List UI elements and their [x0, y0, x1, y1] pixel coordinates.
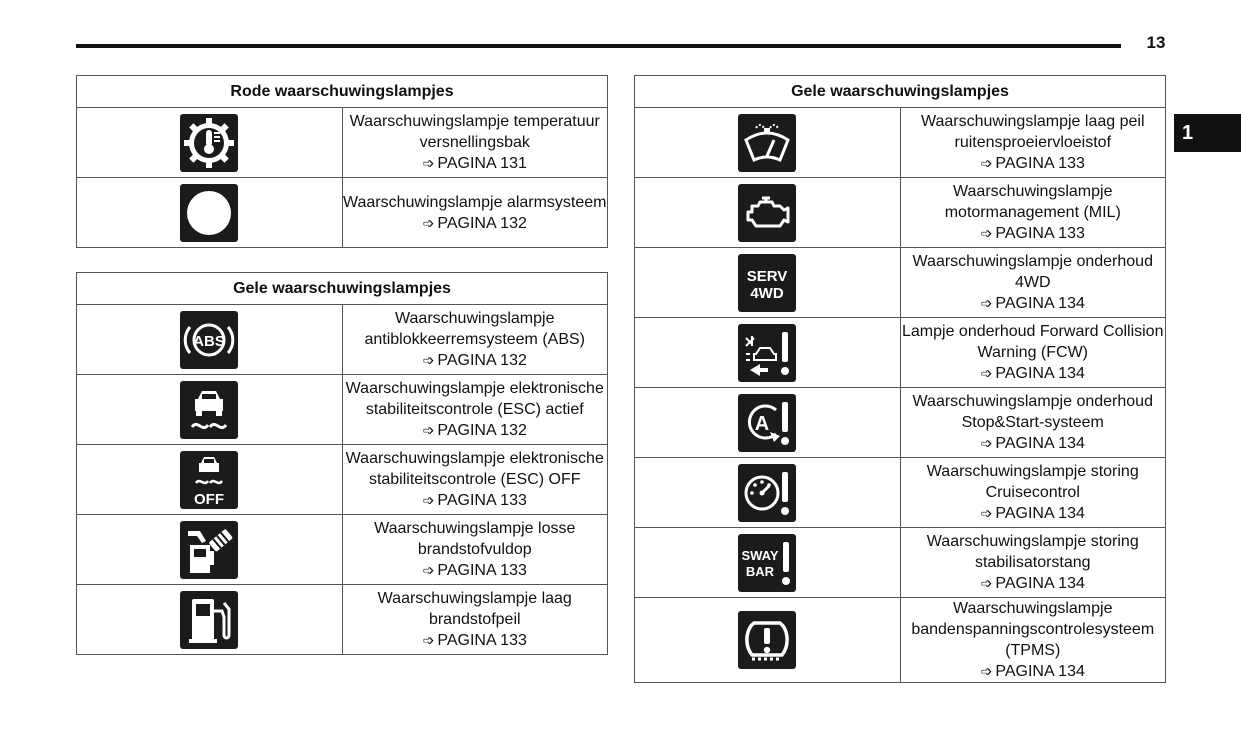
svg-text:4WD: 4WD: [750, 284, 784, 302]
svg-text:A: A: [755, 412, 770, 435]
warning-description: Waarschuwingslampje losse brandstofvuldop: [374, 520, 576, 558]
table-row: [77, 445, 608, 515]
engine-check-icon: [738, 184, 796, 242]
page-reference-link[interactable]: ➩ PAGINA 132: [422, 214, 527, 232]
table-row: [77, 108, 608, 178]
arrow-right-icon: ➩: [980, 505, 993, 521]
svg-text:ABS: ABS: [193, 332, 226, 350]
arrow-right-icon: ➩: [980, 225, 993, 241]
page-reference-link[interactable]: ➩ PAGINA 132: [422, 422, 527, 439]
warning-description-line: stabiliteitscontrole (ESC) actief: [365, 401, 584, 418]
arrow-right-icon: ➩: [422, 422, 435, 438]
arrow-right-icon: ➩: [980, 295, 993, 311]
tpms-icon: [738, 611, 796, 669]
arrow-right-icon: ➩: [422, 632, 435, 648]
table-row: [635, 528, 1166, 598]
page-reference-link[interactable]: ➩ PAGINA 133: [422, 492, 527, 509]
fcw-service-icon: [738, 324, 796, 382]
yellow-warning-lights-table-right: [634, 75, 1166, 683]
page-reference-link[interactable]: ➩ PAGINA 132: [422, 352, 527, 369]
arrow-right-icon: ➩: [980, 663, 993, 679]
warning-description: Waarschuwingslampje alarmsysteem: [343, 193, 607, 211]
loose-fuel-cap-icon: [180, 521, 238, 579]
table-title: Gele waarschuwingslampjes: [77, 273, 608, 305]
arrow-right-icon: ➩: [422, 562, 435, 578]
page-reference-link[interactable]: ➩ PAGINA 133: [980, 225, 1085, 242]
warning-description: Waarschuwingslampje bandenspanningscontrolesysteem (TPMS): [911, 600, 1155, 659]
warning-description: Waarschuwingslampje temperatuur versnellingsbak: [349, 113, 600, 151]
arrow-right-icon: ➩: [422, 155, 435, 171]
table-row: [77, 515, 608, 585]
warning-description: Waarschuwingslampje storing Cruisecontrol: [926, 463, 1139, 501]
yellow-warning-lights-table-left: [76, 272, 608, 655]
page-reference-link[interactable]: ➩ PAGINA 131: [422, 155, 527, 172]
arrow-right-icon: ➩: [980, 155, 993, 171]
svg-text:SWAY: SWAY: [741, 547, 779, 563]
svg-text:BAR: BAR: [746, 563, 775, 579]
table-row: [635, 458, 1166, 528]
table-row: [77, 375, 608, 445]
page-reference-link[interactable]: ➩ PAGINA 134: [980, 365, 1085, 382]
page-reference-link[interactable]: ➩ PAGINA 134: [980, 505, 1085, 522]
arrow-right-icon: ➩: [422, 214, 435, 231]
page-reference-link[interactable]: ➩ PAGINA 134: [980, 295, 1085, 312]
serv-4wd-icon: [738, 254, 796, 312]
warning-description: Lampje onderhoud Forward Collision Warning (FCW): [902, 323, 1164, 361]
arrow-right-icon: ➩: [422, 352, 435, 368]
page-reference-link[interactable]: ➩ PAGINA 133: [422, 562, 527, 579]
svg-text:OFF: OFF: [194, 490, 225, 508]
abs-icon: [180, 311, 238, 369]
page-reference-link[interactable]: ➩ PAGINA 134: [980, 435, 1085, 452]
washer-fluid-icon: [738, 114, 796, 172]
warning-description: Waarschuwingslampje onderhoud 4WD: [912, 253, 1153, 291]
table-row: [635, 318, 1166, 388]
warning-description: Waarschuwingslampje antiblokkeerremsysteem (ABS): [364, 310, 585, 348]
esc-off-icon: [180, 451, 238, 509]
transmission-temperature-icon: [180, 114, 238, 172]
warning-description: Waarschuwingslampje onderhoud Stop&Start-systeem: [912, 393, 1153, 431]
arrow-right-icon: ➩: [422, 492, 435, 508]
table-title: Rode waarschuwingslampjes: [77, 76, 608, 108]
svg-text:SERV: SERV: [746, 267, 788, 285]
esc-active-icon: [180, 381, 238, 439]
chapter-tab[interactable]: 1: [1174, 114, 1241, 152]
table-row: [635, 248, 1166, 318]
header-rule: [76, 44, 1121, 48]
page-reference-link[interactable]: ➩ PAGINA 134: [980, 575, 1085, 592]
table-row: [635, 598, 1166, 683]
warning-description-line: Waarschuwingslampje elektronische: [345, 450, 604, 467]
alarm-system-icon: [180, 184, 238, 242]
red-warning-lights-table: [76, 75, 608, 248]
warning-description: Waarschuwingslampje motormanagement (MIL): [944, 183, 1121, 221]
cruise-control-fault-icon: [738, 464, 796, 522]
page-number: 13: [1146, 33, 1166, 52]
page-reference-link[interactable]: ➩ PAGINA 133: [980, 155, 1085, 172]
table-row: [635, 388, 1166, 458]
table-row: [635, 108, 1166, 178]
page-reference-link[interactable]: ➩ PAGINA 134: [980, 663, 1085, 680]
warning-description: Waarschuwingslampje laag peil ruitensproeiervloeistof: [920, 113, 1145, 151]
warning-description-line: stabiliteitscontrole (ESC) OFF: [368, 471, 581, 488]
sway-bar-icon: [738, 534, 796, 592]
table-row: [635, 178, 1166, 248]
arrow-right-icon: ➩: [980, 435, 993, 451]
arrow-right-icon: ➩: [980, 575, 993, 591]
stop-start-service-icon: [738, 394, 796, 452]
warning-description-line: Waarschuwingslampje elektronische: [345, 380, 604, 397]
low-fuel-icon: [180, 591, 238, 649]
table-row: [77, 305, 608, 375]
table-row: [77, 585, 608, 655]
warning-description: Waarschuwingslampje laag brandstofpeil: [377, 590, 572, 628]
table-title: Gele waarschuwingslampjes: [635, 76, 1166, 108]
arrow-right-icon: ➩: [980, 365, 993, 381]
table-row: [77, 178, 608, 248]
warning-description: Waarschuwingslampje storing stabilisatorstang: [926, 533, 1139, 571]
page-reference-link[interactable]: ➩ PAGINA 133: [422, 632, 527, 649]
